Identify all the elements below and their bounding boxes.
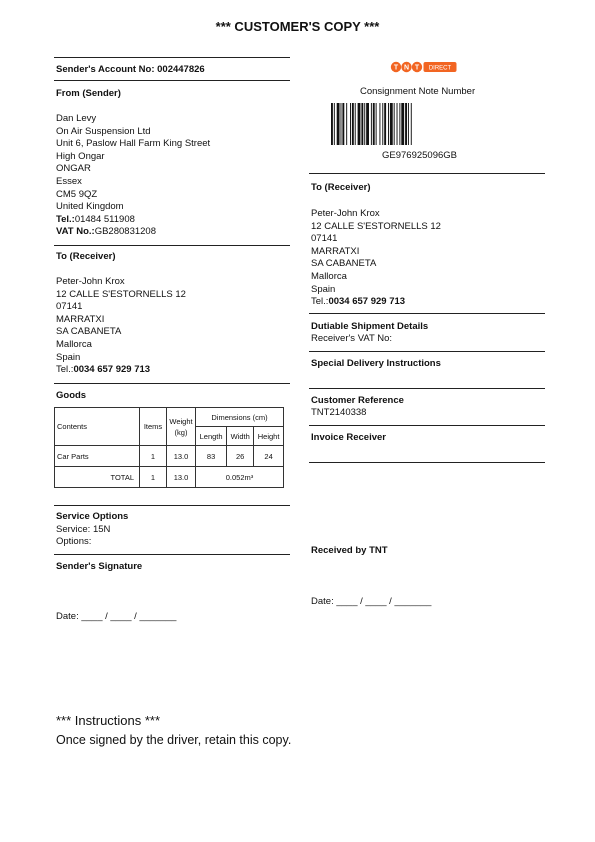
sender-address-line: Dan Levy — [56, 113, 97, 124]
barcode-bar — [376, 103, 377, 145]
logo-word: DIRECT — [428, 65, 452, 72]
barcode-bar — [390, 103, 393, 145]
col-header-width: Width — [227, 427, 254, 446]
received-by-date: Date: ____ / ____ / _______ — [311, 596, 432, 607]
barcode-bar — [361, 103, 363, 145]
cell-length: 83 — [196, 446, 227, 467]
receiver-address-line: MARRATXI — [56, 313, 105, 325]
tel-label: Tel.: — [311, 296, 329, 308]
barcode-bar — [346, 103, 347, 145]
barcode-bar — [337, 103, 340, 145]
cell-height: 24 — [254, 446, 284, 467]
barcode-bar — [371, 103, 372, 145]
logo-letter: T — [414, 64, 420, 72]
receiver-address-line: Spain — [56, 351, 81, 363]
sender-address-line: High Ongar — [56, 150, 105, 162]
divider — [54, 80, 290, 81]
receiver-address-line: Peter-John Krox — [311, 208, 380, 219]
service-options-heading: Service Options — [56, 511, 129, 522]
cell-items: 1 — [140, 446, 167, 467]
logo-letter: N — [403, 64, 410, 72]
barcode-bar — [401, 103, 404, 145]
barcode-bar — [358, 103, 361, 145]
receiver-address-line: 12 CALLE S'ESTORNELLS 12 — [56, 288, 186, 300]
barcode-bar — [364, 103, 365, 145]
total-items: 1 — [140, 467, 167, 488]
barcode-bar — [394, 103, 395, 145]
barcode-bar — [411, 103, 412, 145]
barcode-bar — [366, 103, 369, 145]
sender-address-line: Essex — [56, 175, 82, 187]
col-header-dimensions: Dimensions (cm) — [196, 408, 284, 427]
receiver-address-line: 07141 — [311, 233, 338, 245]
consignment-number: GE976925096GB — [382, 150, 458, 161]
tel-label: Tel.: — [56, 364, 74, 376]
barcode-bar — [379, 103, 380, 145]
instructions-text: Once signed by the driver, retain this copy. — [56, 733, 292, 747]
customer-reference-value: TNT2140338 — [311, 407, 367, 418]
barcode-bar — [388, 103, 389, 145]
options-value: Options: — [56, 536, 92, 547]
receiver-address-line: Mallorca — [311, 270, 347, 282]
col-header-height: Height — [254, 427, 284, 446]
divider — [54, 383, 290, 384]
sender-address-line: ONGAR — [56, 163, 91, 175]
col-header-contents: Contents — [55, 408, 140, 446]
divider — [309, 351, 545, 352]
logo-letter: T — [393, 64, 399, 72]
consignment-barcode — [330, 103, 464, 145]
vat-value: GB280831208 — [94, 226, 156, 238]
barcode-bar — [399, 103, 400, 145]
sender-address-line: CM5 9QZ — [56, 188, 98, 200]
divider — [309, 388, 545, 389]
divider — [309, 173, 545, 174]
divider — [309, 462, 545, 463]
barcode-bar — [352, 103, 354, 145]
receiver-vat: Receiver's VAT No: — [311, 333, 393, 344]
customer-reference-heading: Customer Reference — [311, 395, 404, 406]
col-header-items: Items — [140, 408, 167, 446]
barcode-bar — [397, 103, 398, 145]
col-header-length: Length — [196, 427, 227, 446]
receiver-address-line: Peter-John Krox — [56, 276, 125, 287]
service-value: Service: 15N — [56, 524, 111, 535]
sender-address-line: United Kingdom — [56, 201, 124, 213]
sender-signature-heading: Sender's Signature — [56, 561, 143, 572]
tel-value: 0034 657 929 713 — [328, 296, 406, 308]
sender-address-line: On Air Suspension Ltd — [56, 125, 151, 137]
divider — [309, 313, 545, 314]
divider — [309, 425, 545, 426]
goods-heading: Goods — [56, 390, 87, 401]
receiver-telephone-left — [56, 364, 186, 377]
barcode-bar — [355, 103, 356, 145]
divider — [54, 245, 290, 246]
barcode-bar — [350, 103, 351, 145]
total-weight: 13.0 — [167, 467, 196, 488]
sender-address — [56, 113, 210, 239]
from-heading: From (Sender) — [56, 88, 121, 99]
barcode-bar — [334, 103, 335, 145]
divider — [54, 57, 290, 58]
receiver-address-line: Mallorca — [56, 338, 92, 350]
receiver-address-left — [56, 276, 186, 377]
total-volume: 0.052m³ — [196, 467, 284, 488]
consignment-label: Consignment Note Number — [360, 86, 476, 97]
barcode-bar — [373, 103, 375, 145]
receiver-heading-left: To (Receiver) — [56, 251, 116, 262]
sender-account-number: Sender's Account No: 002447826 — [56, 64, 205, 75]
total-label: TOTAL — [55, 467, 140, 488]
receiver-address-line: MARRATXI — [311, 245, 360, 257]
tel-value: 01484 511908 — [74, 213, 135, 225]
barcode-bar — [341, 103, 342, 145]
barcode-bar — [331, 103, 333, 145]
receiver-address-line: Spain — [311, 283, 336, 295]
cell-weight: 13.0 — [167, 446, 196, 467]
receiver-telephone-right — [311, 296, 441, 309]
invoice-receiver-heading: Invoice Receiver — [311, 432, 386, 443]
sender-address-line: Unit 6, Paslow Hall Farm King Street — [56, 138, 211, 150]
special-instructions-heading: Special Delivery Instructions — [311, 358, 441, 369]
cell-width: 26 — [227, 446, 254, 467]
tel-label: Tel.: — [56, 213, 75, 225]
barcode-bar — [408, 103, 409, 145]
divider — [54, 505, 290, 506]
tel-value: 0034 657 929 713 — [73, 364, 151, 376]
receiver-address-line: SA CABANETA — [311, 258, 377, 270]
goods-table — [54, 407, 284, 488]
sender-vat — [56, 226, 210, 239]
receiver-address-line: SA CABANETA — [56, 326, 122, 338]
receiver-address-right — [311, 208, 441, 309]
sender-telephone — [56, 214, 210, 227]
dutiable-heading: Dutiable Shipment Details — [311, 321, 429, 332]
received-by-tnt-heading: Received by TNT — [311, 545, 388, 556]
barcode-bar — [382, 103, 383, 145]
instructions-title: *** Instructions *** — [56, 713, 161, 728]
col-header-weight: Weight (kg) — [167, 408, 196, 446]
receiver-address-line: 07141 — [56, 301, 83, 313]
sender-signature-date: Date: ____ / ____ / _______ — [56, 611, 177, 622]
receiver-address-line: 12 CALLE S'ESTORNELLS 12 — [311, 220, 441, 232]
tnt-direct-logo — [390, 60, 458, 74]
barcode-bar — [384, 103, 386, 145]
vat-label: VAT No.: — [56, 226, 95, 238]
page-title: *** CUSTOMER'S COPY *** — [215, 19, 380, 34]
barcode-bar — [405, 103, 407, 145]
barcode-bar — [342, 103, 344, 145]
divider — [54, 554, 290, 555]
receiver-heading-right: To (Receiver) — [311, 182, 371, 193]
cell-contents: Car Parts — [55, 446, 140, 467]
